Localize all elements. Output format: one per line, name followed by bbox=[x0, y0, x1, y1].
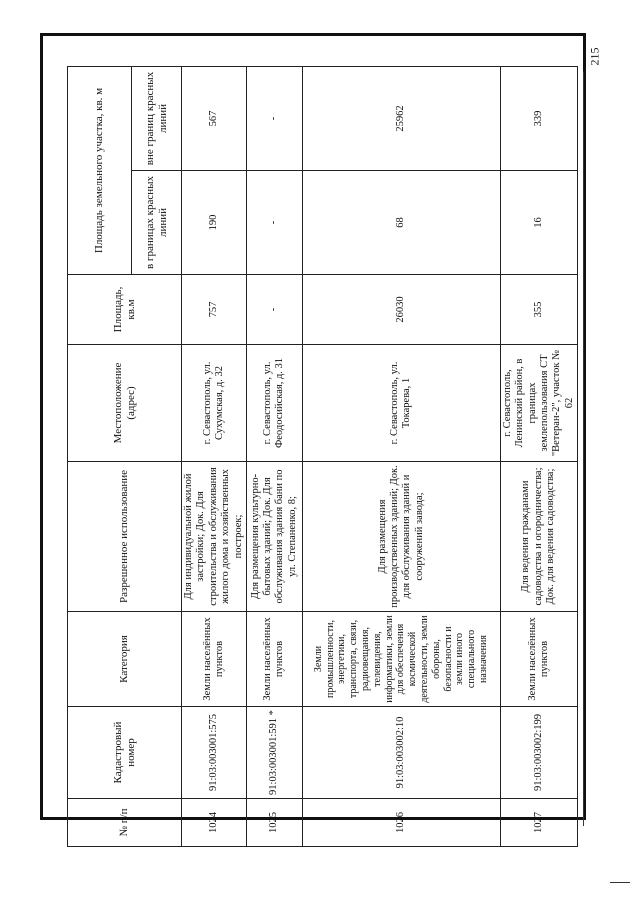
table-row bbox=[302, 66, 500, 846]
cell-location: г. Севастополь, Ленинский район, в границах землепользования СТ "Ветеран-2", участок № 62 bbox=[500, 345, 577, 462]
header-area: Площадь, кв.м bbox=[68, 275, 182, 345]
cell-area: 355 bbox=[500, 275, 577, 345]
cell-permitted-use: Для индивидуальной жилой застройки; Док. Для строительства и обслуживания жилого дома и хозяйственных построек; bbox=[182, 462, 247, 612]
cell-cadastral: 91:03:003001:591 * bbox=[246, 707, 302, 799]
cell-outside: 25962 bbox=[302, 66, 500, 170]
cell-within: 68 bbox=[302, 171, 500, 275]
header-land-area-group: Площадь земельного участка, кв. м bbox=[68, 66, 132, 274]
cell-area: - bbox=[246, 275, 302, 345]
cell-location: г. Севастополь, ул. Сухумская, д. 32 bbox=[182, 345, 247, 462]
cell-permitted-use: Для размещения культурно-бытовых зданий; Док. Для обслуживания здания бани по ул. Степаненко, 8; bbox=[246, 462, 302, 612]
bottom-rule bbox=[583, 72, 584, 826]
cell-num: 1026 bbox=[302, 799, 500, 847]
cell-num: 1025 bbox=[246, 799, 302, 847]
cell-within: - bbox=[246, 171, 302, 275]
cell-cadastral: 91:03:003002:199 bbox=[500, 707, 577, 799]
header-within-red-lines: в границах красных линий bbox=[132, 171, 182, 275]
page-number: 215 bbox=[587, 47, 602, 65]
cell-outside: - bbox=[246, 66, 302, 170]
cell-area: 26030 bbox=[302, 275, 500, 345]
cell-permitted-use: Для размещения производственных зданий; Док. для обслуживания зданий и сооружений завода; bbox=[302, 462, 500, 612]
cell-num: 1027 bbox=[500, 799, 577, 847]
header-num: № п/п bbox=[68, 799, 182, 847]
cell-cadastral: 91:03:003001:575 bbox=[182, 707, 247, 799]
cell-outside: 339 bbox=[500, 66, 577, 170]
cell-cadastral: 91:03:003002:10 bbox=[302, 707, 500, 799]
header-outside-red-lines: вне границ красных линий bbox=[132, 66, 182, 170]
cell-outside: 567 bbox=[182, 66, 247, 170]
cell-location: г. Севастополь, ул. Феодосийская, д. 31 bbox=[246, 345, 302, 462]
cell-category: Земли населённых пунктов bbox=[246, 612, 302, 707]
bottom-rule-short bbox=[610, 882, 630, 883]
header-permitted-use: Разрешенное использование bbox=[68, 462, 182, 612]
table-row bbox=[500, 66, 577, 846]
header-location: Местоположение (адрес) bbox=[68, 345, 182, 462]
cell-location: г. Севастополь, ул. Токарева, 1 bbox=[302, 345, 500, 462]
cell-category: Земли промышленности, энергетики, транспорта, связи, радиовещания, телевидения, информатики, земли для обеспечения космической деятельности, земли обороны, безопасности и земли иного специального назначения bbox=[302, 612, 500, 707]
header-cadastral: Кадастровый номер bbox=[68, 707, 182, 799]
table-row bbox=[182, 66, 247, 846]
cell-category: Земли населённых пунктов bbox=[500, 612, 577, 707]
rotated-table-container bbox=[67, 67, 575, 847]
table-row bbox=[246, 66, 302, 846]
header-category: Категория bbox=[68, 612, 182, 707]
cell-within: 190 bbox=[182, 171, 247, 275]
cell-permitted-use: Для ведения гражданами садоводства и огородничества; Док. для ведения садоводства; bbox=[500, 462, 577, 612]
cell-area: 757 bbox=[182, 275, 247, 345]
cell-within: 16 bbox=[500, 171, 577, 275]
cell-category: Земли населённых пунктов bbox=[182, 612, 247, 707]
cell-num: 1024 bbox=[182, 799, 247, 847]
land-parcels-table bbox=[67, 66, 578, 847]
